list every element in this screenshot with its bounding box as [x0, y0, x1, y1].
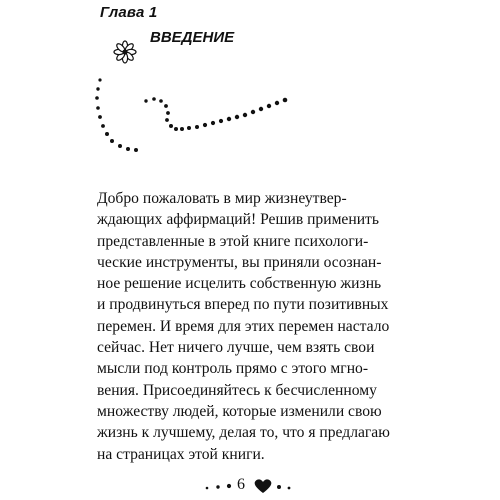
- footer-dot: [288, 487, 291, 490]
- swirl-dot: [165, 118, 169, 122]
- swirl-dot: [95, 96, 99, 100]
- page-number: 6: [237, 476, 245, 493]
- swirl-dot: [118, 144, 122, 148]
- heart-icon: [255, 479, 272, 493]
- swirl-dot: [110, 139, 114, 143]
- swirl-dot: [164, 104, 168, 108]
- body-line: ное решение исцелить собственную жизнь: [97, 275, 382, 293]
- chapter-title: ВВЕДЕНИЕ: [150, 29, 235, 46]
- swirl-dot: [283, 98, 288, 103]
- body-text: [97, 188, 390, 465]
- swirl-dot: [96, 87, 99, 90]
- body-line: ждающих аффирмаций! Решив применить: [97, 211, 379, 229]
- swirl-dot: [227, 117, 231, 121]
- swirl-dot: [159, 99, 163, 103]
- swirl-dot: [180, 127, 184, 131]
- swirl-dot: [275, 101, 279, 105]
- swirl-dot: [169, 124, 173, 128]
- swirl-dot: [219, 119, 223, 123]
- swirl-dot: [203, 123, 207, 127]
- footer-dot: [216, 485, 219, 488]
- page-footer: [0, 476, 500, 496]
- swirl-dot: [98, 115, 102, 119]
- swirl-dot: [152, 97, 156, 101]
- body-line: мысли под контроль прямо с этого мгно-: [97, 360, 369, 378]
- swirl-dot: [144, 99, 147, 102]
- swirl-dot: [195, 125, 199, 129]
- swirl-dot: [211, 121, 215, 125]
- body-line: жизнь к лучшему, делая то, что я предлагаю: [97, 424, 390, 442]
- footer-dot: [206, 487, 209, 490]
- body-line: представленные в этой книге психологи-: [97, 232, 369, 250]
- swirl-dot: [174, 127, 178, 131]
- swirl-dot: [126, 147, 130, 151]
- swirl-dot: [187, 126, 191, 130]
- chapter-label: Глава 1: [100, 4, 158, 21]
- body-line: сейчас. Нет ничего лучше, чем взять свои: [97, 339, 375, 357]
- body-line: множеству людей, которые изменили свою: [97, 402, 382, 420]
- swirl-dot: [101, 124, 105, 128]
- swirl-dot: [243, 113, 247, 117]
- body-line: на страницах этой книги.: [97, 445, 265, 463]
- body-line: вения. Присоединяйтесь к бесчисленному: [97, 381, 377, 399]
- swirl-dot: [267, 104, 271, 108]
- swirl-dot: [134, 148, 138, 152]
- footer-dot: [227, 484, 231, 488]
- swirl-ornament: [0, 0, 500, 200]
- body-line: перемен. И время для этих перемен настало: [97, 317, 390, 335]
- swirl-dot: [251, 110, 255, 114]
- footer-dot: [277, 485, 281, 489]
- swirl-dot: [105, 132, 109, 136]
- body-line: и продвинуться вперед по пути позитивных: [97, 296, 389, 314]
- body-line: Добро пожаловать в мир жизнеутвер-: [97, 190, 347, 207]
- swirl-dot: [166, 111, 170, 115]
- body-line: ческие инструменты, вы приняли осознан-: [97, 253, 382, 271]
- swirl-dot: [96, 106, 100, 110]
- swirl-dot: [235, 115, 239, 119]
- dotted-swirl: [95, 78, 287, 152]
- swirl-dot: [98, 78, 101, 81]
- flower-icon: [114, 41, 136, 63]
- swirl-dot: [259, 107, 263, 111]
- footer-ornament: [0, 476, 500, 496]
